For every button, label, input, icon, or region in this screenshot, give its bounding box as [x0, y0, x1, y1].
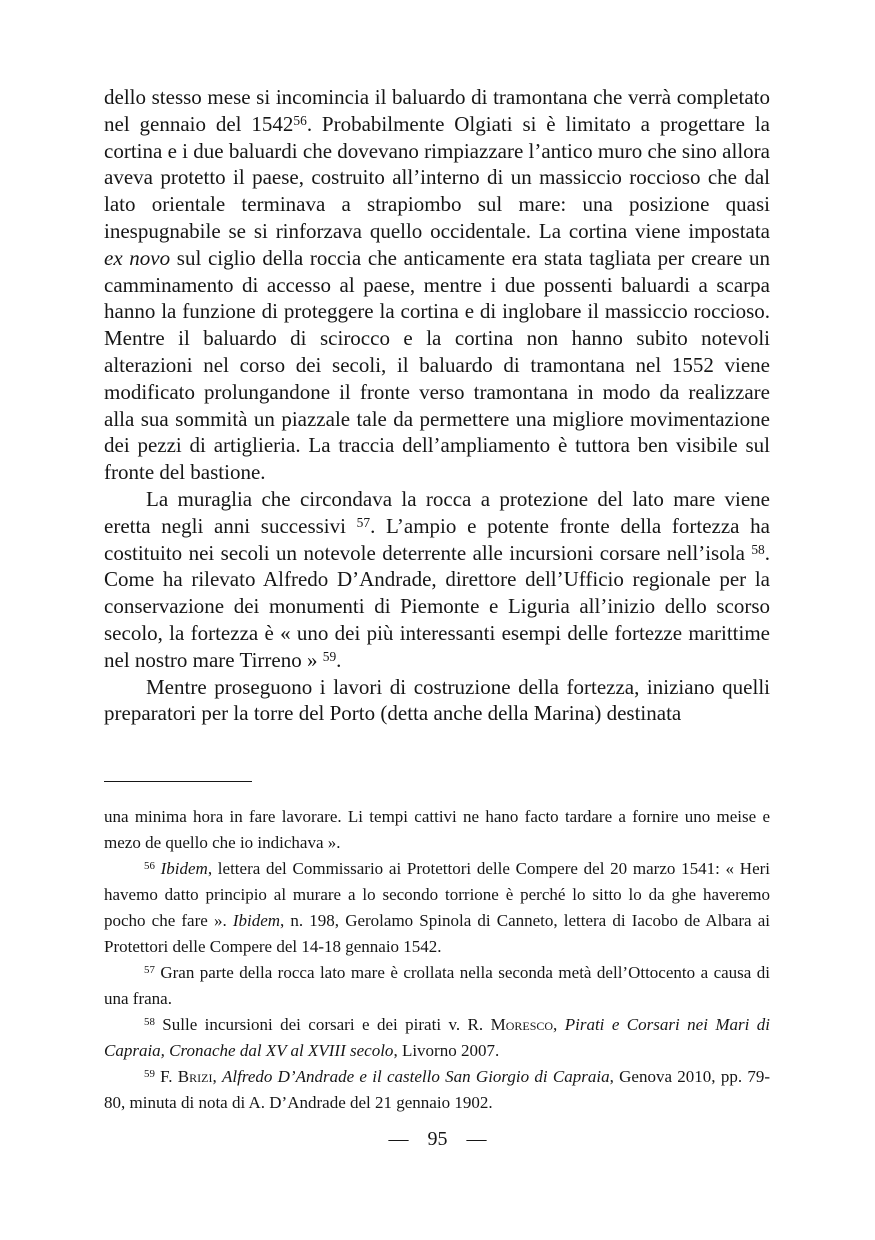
footnotes-block — [104, 804, 770, 1116]
main-paragraph-2: La muraglia che circondava la rocca a protezione del lato mare viene eretta negli anni successivi $^{57}$. L’ampio e potente fronte della fortezza ha costituito nei secoli un notevole deterrente alle incursioni corsare nell’isola $^{58}$. Come ha rilevato Alfredo D’Andrade, direttore dell’Ufficio regionale per la conservazione dei monumenti di Piemonte e Liguria all’inizio dello scorso secolo, la fortezza è « uno dei più interessanti esempi delle fortezze marittime nel nostro mare Tirreno » $^{59}$. — [104, 486, 770, 672]
footnote-57: $^{57}$ Gran parte della rocca lato mare è crollata nella seconda metà dell’Ottocento a causa di una frana. — [104, 963, 770, 1008]
main-paragraph-1: dello stesso mese si incomincia il baluardo di tramontana che verrà completato nel gennaio del 1542$^{56}$. Probabilmente Olgiati si è limitato a progettare la cortina e i due baluardi che dovevano rimpiazzare l’antico muro che sino allora aveva protetto il paese, costruito all’interno di un massiccio roccioso che dal lato orientale terminava a strapiombo sul mare: una posizione quasi inespugnabile se si rinforzava quello occidentale. La cortina viene impostata ex novo sul ciglio della roccia che anticamente era stata tagliata per creare un camminamento di accesso al paese, mentre i due possenti baluardi a scarpa hanno la funzione di proteggere la cortina e di inglobare il massiccio roccioso. Mentre il baluardo di scirocco e la cortina non hanno subito notevoli alterazioni nel corso dei secoli, il baluardo di tramontana nel 1552 viene modificato prolungandone il fronte verso tramontana in modo da realizzare alla sua sommità un piazzale tale da permettere una migliore movimentazione dei pezzi di artiglieria. La traccia dell’ampliamento è tuttora ben visibile sul fronte del bastione. — [104, 85, 770, 485]
footnote-55-continuation: una minima hora in fare lavorare. Li tempi cattivi ne hano facto tardare a fornire uno meise e mezo de quello che io indichava ». — [104, 807, 770, 852]
main-text-block — [104, 84, 770, 727]
main-paragraph-3: Mentre proseguono i lavori di costruzione della fortezza, iniziano quelli preparatori per la torre del Porto (detta anche della Marina) destinata — [104, 674, 770, 726]
page-number: — 95 — — [388, 1128, 487, 1150]
footnote-59: $^{59}$ F. Brizi, Alfredo D’Andrade e il castello San Giorgio di Capraia, Genova 2010, pp. 79-80, minuta di nota di A. D’Andrade del 21 gennaio 1902. — [104, 1067, 771, 1112]
footnote-56: $^{56}$ Ibidem, lettera del Commissario ai Protettori delle Compere del 20 marzo 1541: « Heri havemo datto principio al murare a lo secondo torrione è perché lo sitto lo da ghe haveremo pocho che fare ». Ibidem, n. 198, Gerolamo Spinola di Canneto, lettera di Iacobo de Albara ai Protettori delle Compere del 14-18 gennaio 1542. — [104, 859, 770, 956]
footnote-separator-rule — [104, 781, 252, 782]
footnote-58: $^{58}$ Sulle incursioni dei corsari e dei pirati v. R. Moresco, Pirati e Corsari nei Mari di Capraia, Cronache dal XV al XVIII secolo, Livorno 2007. — [104, 1015, 771, 1060]
